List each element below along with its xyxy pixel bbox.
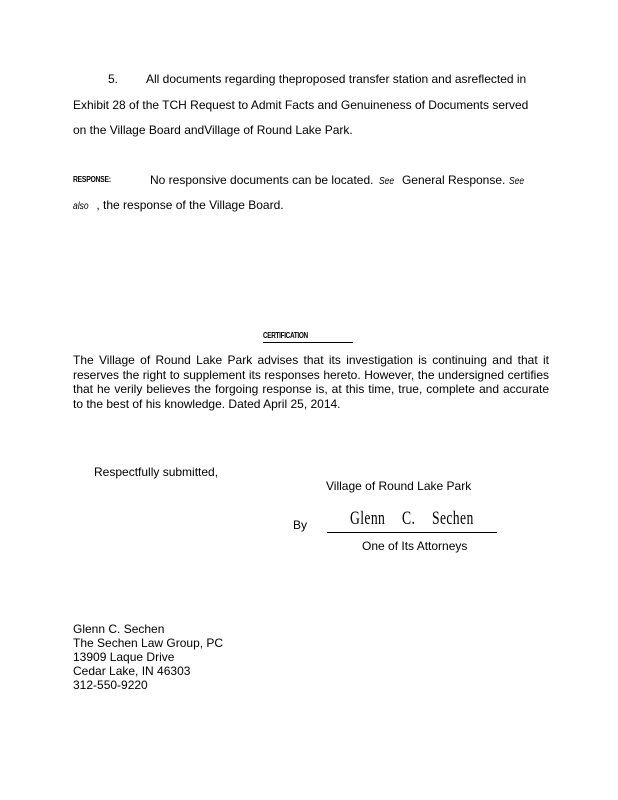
response-text-2: General Response. <box>401 173 506 187</box>
response-text <box>150 173 527 187</box>
contact-street: 13909 Laque Drive <box>73 650 175 664</box>
certification-underline <box>263 342 353 343</box>
contact-name: Glenn C. Sechen <box>73 622 165 636</box>
contact-firm: The Sechen Law Group, PC <box>73 636 224 650</box>
certification-heading: CERTIFICATION <box>263 331 308 340</box>
certification-body: The Village of Round Lake Park advises that its investigation is continuing and that it reserves the right to supplement its responses hereto. However, the undersigned certifies that he verily believes the forgoing response is, at this time, true, complete and accurate to the best of his knowledge. Dated April 25, 2014. <box>73 353 549 411</box>
by-label: By <box>293 518 308 532</box>
response-text-1: No responsive documents can be located. <box>150 173 374 187</box>
signature-line <box>327 532 497 533</box>
response-line-2 <box>73 198 284 212</box>
request-line-2: Exhibit 28 of the TCH Request to Admit Facts and Genuineness of Documents served <box>73 98 529 112</box>
handwritten-signature: Glenn C. Sechen <box>350 508 474 529</box>
closing-text: Respectfully submitted, <box>94 465 219 479</box>
also-citation: also <box>73 201 89 212</box>
see-citation-1: See <box>378 176 394 187</box>
party-name: Village of Round Lake Park <box>326 479 472 493</box>
contact-city: Cedar Lake, IN 46303 <box>73 664 191 678</box>
response-text-3: , the response of the Village Board. <box>96 198 284 212</box>
request-number: 5. <box>108 72 119 86</box>
see-citation-2: See <box>508 176 524 187</box>
attorney-role: One of Its Attorneys <box>362 539 468 553</box>
response-label: RESPONSE: <box>73 175 111 184</box>
request-line-1: All documents regarding theproposed transfer station and asreflected in <box>146 72 527 86</box>
request-line-3: on the Village Board andVillage of Round Lake Park. <box>73 123 353 137</box>
contact-phone: 312-550-9220 <box>73 678 148 692</box>
